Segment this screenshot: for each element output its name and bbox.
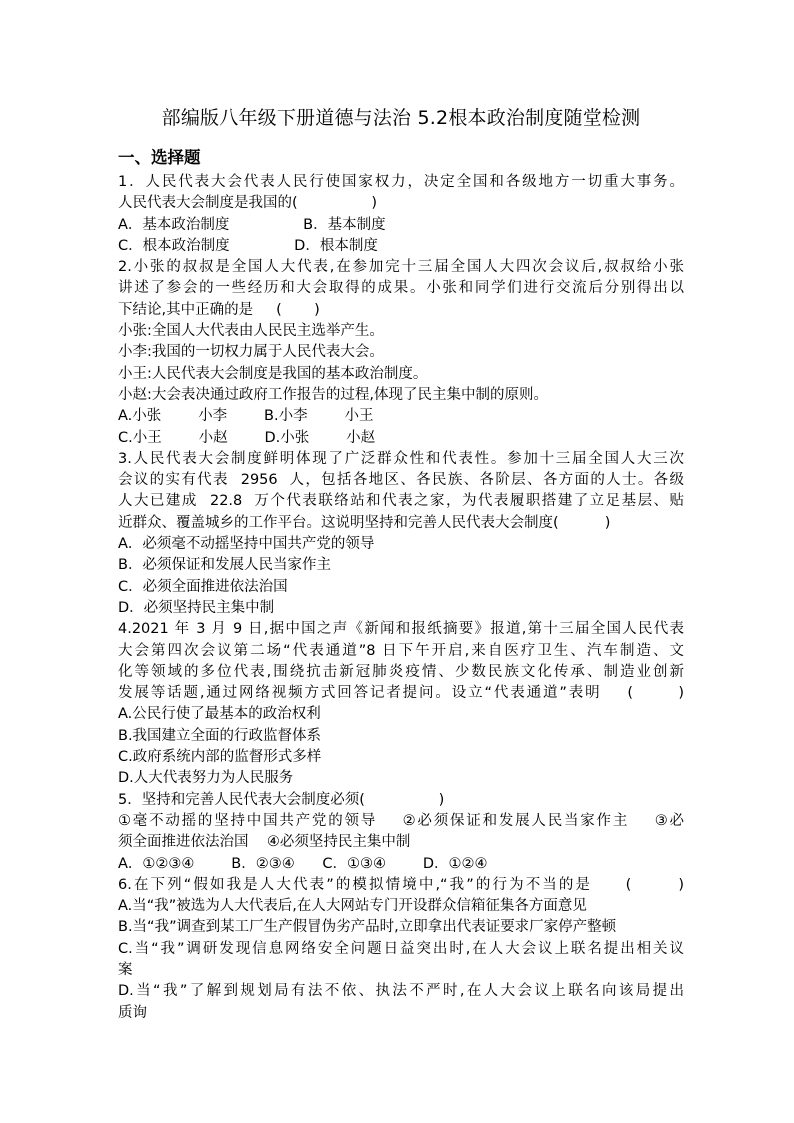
text-line: 讲述了参会的一些经历和大会取得的成果。小张和同学们进行交流后分别得出以	[118, 280, 684, 297]
text-line: A.公民行使了最基本的政治权利	[118, 706, 321, 723]
text-line: 1．人民代表大会代表人民行使国家权力，决定全国和各级地方一切重大事务。	[118, 174, 684, 190]
text-line: 质询	[118, 1004, 147, 1021]
text-line: 小赵:大会表决通过政府工作报告的过程,体现了民主集中制的原则。	[118, 386, 548, 403]
text-line: C.当“我”调研发现信息网络安全问题日益突出时,在人大会议上联名提出相关议	[118, 940, 684, 957]
text-line: ①毫不动摇的坚持中国共产党的领导 ②必须保证和发展人民当家作主 ③必	[118, 812, 684, 829]
text-line: 2.小张的叔叔是全国人大代表,在参加完十三届全国人大四次会议后,叔叔给小张	[118, 259, 684, 276]
text-line: D．必须坚持民主集中制	[118, 599, 275, 616]
text-line: 小李:我国的一切权力属于人民代表大会。	[118, 344, 384, 361]
document-page	[118, 104, 684, 1024]
text-line: C.小王 小赵 D.小张 小赵	[118, 429, 376, 446]
text-line: 化等领域的多位代表,围绕抗击新冠肺炎疫情、少数民族文化传承、制造业创新	[118, 663, 684, 680]
document-title: 部编版八年级下册道德与法治 5.2根本政治制度随堂检测	[161, 107, 641, 129]
text-line: 6.在下列“假如我是人大代表”的模拟情境中,“我”的行为不当的是 ( )	[118, 876, 684, 893]
text-line: D.人大代表努力为人民服务	[118, 770, 294, 787]
text-line: 4.2021 年 3 月 9 日,据中国之声《新闻和报纸摘要》报道,第十三届全国人民代表	[118, 621, 684, 638]
text-line: 5．坚持和完善人民代表大会制度必须( )	[118, 791, 445, 808]
text-line: A．①②③④ B．②③④ C．①③④ D．①②④	[118, 855, 488, 872]
text-line: 发展等话题,通过网络视频方式回答记者提问。设立“代表通道”表明 ( )	[118, 685, 684, 702]
text-line: 大会第四次会议第二场“代表通道”8 日下午开启,来自医疗卫生、汽车制造、文	[118, 642, 684, 659]
text-line: 案	[118, 961, 133, 978]
text-line: 3.人民代表大会制度鲜明体现了广泛群众性和代表性。参加十三届全国人大三次	[118, 450, 684, 467]
text-line: A．必须毫不动摇坚持中国共产党的领导	[118, 536, 375, 553]
text-line: 会议的实有代表 2956 人，包括各地区、各民族、各阶层、各方面的人士。各级	[118, 472, 684, 489]
text-line: 下结论,其中正确的是 ( )	[118, 301, 320, 318]
section-heading: 一、选择题	[118, 148, 201, 167]
text-line: B．必须保证和发展人民当家作主	[118, 557, 331, 574]
text-line: C．必须全面推进依法治国	[118, 578, 288, 595]
text-line: 人民代表大会制度是我国的( )	[118, 195, 378, 212]
text-line: D.当“我”了解到规划局有法不依、执法不严时,在人大会议上联名向该局提出	[118, 983, 684, 1000]
text-line: 人大已建成 22.8 万个代表联络站和代表之家，为代表履职搭建了立足基层、贴	[118, 493, 684, 510]
text-line: C．根本政治制度 D．根本制度	[118, 237, 378, 254]
text-line: A．基本政治制度 B．基本制度	[118, 216, 386, 233]
text-line: B.我国建立全面的行政监督体系	[118, 727, 322, 744]
text-line: B.当“我”调查到某工厂生产假冒伪劣产品时,立即拿出代表证要求厂家停产整顿	[118, 919, 617, 936]
text-line: 须全面推进依法治国 ④必须坚持民主集中制	[118, 834, 411, 851]
text-line: 小王:人民代表大会制度是我国的基本政治制度。	[118, 365, 428, 382]
text-line: 小张:全国人大代表由人民民主选举产生。	[118, 323, 384, 340]
text-line: C.政府系统内部的监督形式多样	[118, 749, 322, 766]
text-line: A.小张 小李 B.小李 小王	[118, 408, 374, 425]
text-line: A.当“我”被选为人大代表后,在人大网站专门开设群众信箱征集各方面意见	[118, 898, 587, 915]
question-body	[118, 172, 684, 1024]
text-line: 近群众、覆盖城乡的工作平台。这说明坚持和完善人民代表大会制度( )	[118, 514, 611, 531]
